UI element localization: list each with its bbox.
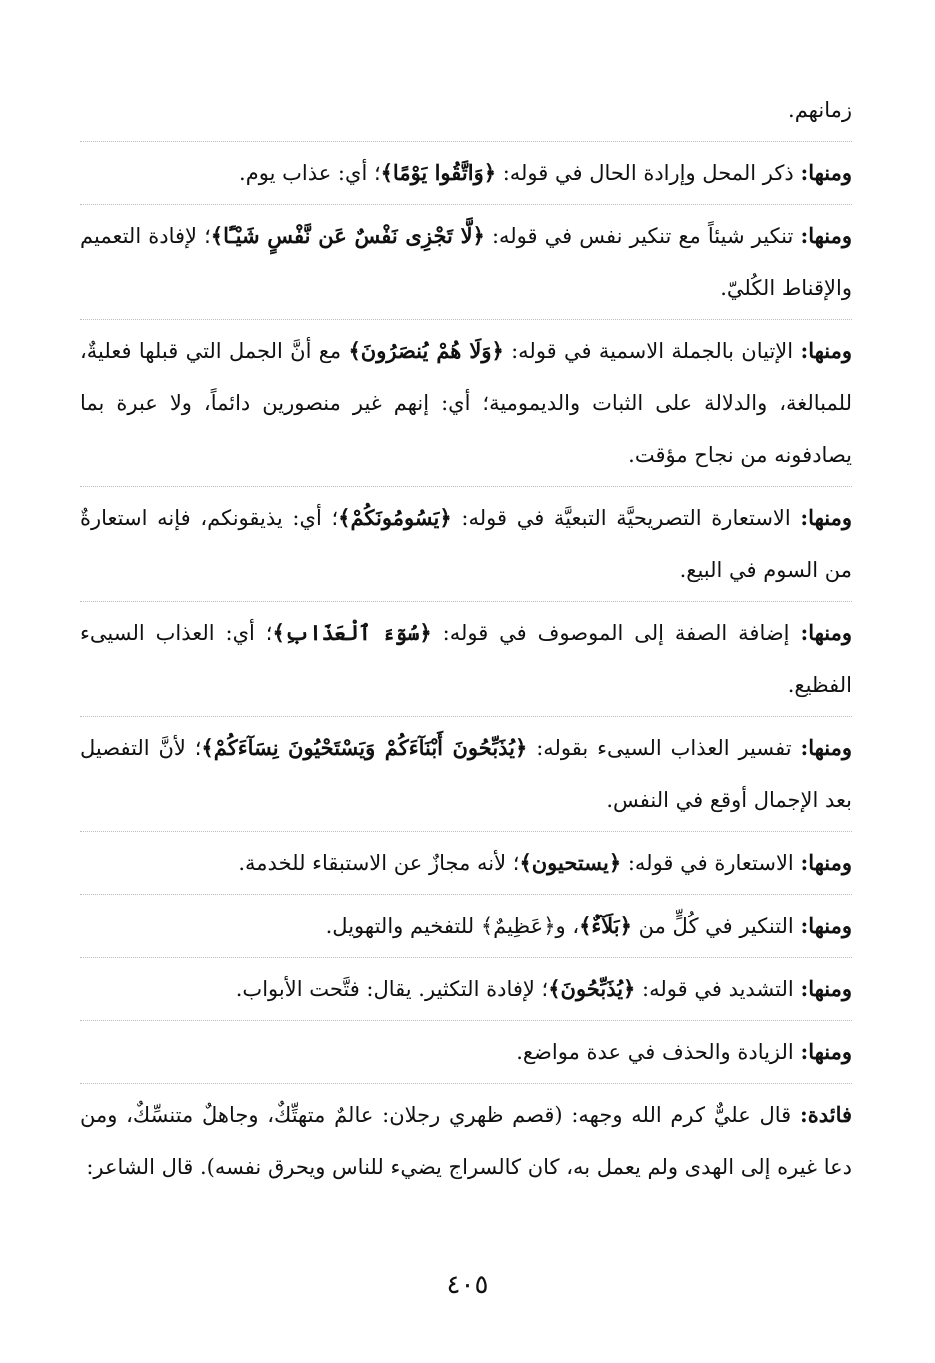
paragraph-label: ومنها:: [800, 160, 852, 185]
paragraph-after: ؛ لأنَّ التفصيل بعد الإجمال أوقع في النفس.: [80, 736, 852, 812]
paragraph-9: [80, 963, 852, 1021]
quran-verse: ﴿يُذَبِّحُونَ﴾: [548, 976, 636, 1001]
paragraph-5: [80, 607, 852, 717]
paragraph-before: التشديد في قوله:: [635, 977, 801, 1001]
page-body: [80, 84, 852, 1203]
note-label: فائدة:: [799, 1102, 853, 1127]
paragraph-label: ومنها:: [800, 620, 852, 645]
quran-verse: ﴿بَلَآءٌ﴾: [579, 913, 632, 938]
paragraph-label: ومنها:: [800, 1039, 852, 1064]
paragraph-label: ومنها:: [800, 505, 852, 530]
paragraph-before: تفسير العذاب السيىء بقوله:: [527, 736, 801, 760]
paragraph-before: الاستعارة التصريحيَّة التبعيَّة في قوله:: [451, 506, 801, 530]
paragraph-before: التنكير في كُلٍّ من: [631, 914, 801, 938]
quran-verse: ﴿يستحيون﴾: [519, 850, 622, 875]
paragraph-label: ومنها:: [800, 850, 852, 875]
paragraph-after: ؛ لإفادة التعميم والإقناط الكُليّ.: [80, 224, 852, 300]
paragraph-after: ؛ أي: العذاب السيىء الفظيع.: [80, 621, 852, 697]
paragraph-before: الإتيان بالجملة الاسمية في قوله:: [503, 339, 801, 363]
paragraph-before: ذكر المحل وإرادة الحال في قوله:: [496, 161, 801, 185]
paragraph-text: زمانهم.: [788, 98, 852, 122]
paragraph-before: الزيادة والحذف في عدة مواضع.: [516, 1040, 801, 1064]
quran-verse: ﴿يُذَبِّحُونَ أَبْنَآءَكُمْ وَيَسْتَحْيُونَ نِسَآءَكُمْ﴾: [201, 735, 528, 760]
paragraph-label: ومنها:: [800, 913, 852, 938]
quran-verse: ﴿وَاتَّقُوا يَوْمًا﴾: [380, 160, 497, 185]
paragraph-4: [80, 492, 852, 602]
quran-verse: ﴿سُوٓءَ ٱلْعَذَابِ﴾: [272, 620, 432, 645]
paragraph-after: ؛ لأنه مجازٌ عن الاستبقاء للخدمة.: [238, 851, 520, 875]
quran-verse: ﴿يَسُومُونَكُمْ﴾: [338, 505, 452, 530]
paragraph-before: الاستعارة في قوله:: [621, 851, 801, 875]
paragraph-1: [80, 147, 852, 205]
paragraph-label: ومنها:: [800, 223, 852, 248]
paragraph-after: ؛ أي: يذيقونكم، فإنه استعارةٌ من السوم في البيع.: [80, 506, 852, 582]
paragraph-label: ومنها:: [800, 735, 852, 760]
paragraph-8: [80, 900, 852, 958]
quran-verse: ﴿لَّا تَجْزِى نَفْسٌ عَن نَّفْسٍ شَيْـًٔا﴾: [210, 223, 485, 248]
paragraph-before: تنكير شيئاً مع تنكير نفس في قوله:: [484, 224, 801, 248]
paragraph-after: مع أنَّ الجمل التي قبلها فعليةٌ، للمبالغة، والدلالة على الثبات والديمومية؛ أي: إنهم غير منصورين دائماً، ولا عبرة بما يصادفونه من نجاح مؤقت.: [80, 339, 852, 467]
paragraph-before: إضافة الصفة إلى الموصوف في قوله:: [431, 621, 801, 645]
note-text: قال عليٌّ كرم الله وجهه: (قصم ظهري رجلان: عالمٌ متهتِّكٌ، وجاهلٌ متنسِّكٌ، ومن دعا غيره إلى الهدى ولم يعمل به، كان كالسراج يضيء للناس ويحرق نفسه). قال الشاعر:: [80, 1103, 852, 1179]
paragraph-label: ومنها:: [800, 338, 852, 363]
paragraph-10: [80, 1026, 852, 1084]
paragraph-2: [80, 210, 852, 320]
paragraph-after: ؛ أي: عذاب يوم.: [239, 161, 381, 185]
paragraph-continuation: [80, 84, 852, 142]
paragraph-label: ومنها:: [800, 976, 852, 1001]
paragraph-after: ، و﴿عَظِيمٌ﴾ للتفخيم والتهويل.: [325, 914, 580, 938]
quran-verse: ﴿وَلَا هُمْ يُنصَرُونَ﴾: [348, 338, 504, 363]
paragraph-7: [80, 837, 852, 895]
page-number: ٤٠٥: [446, 1270, 489, 1300]
paragraph-note: [80, 1089, 852, 1198]
paragraph-3: [80, 325, 852, 487]
paragraph-after: ؛ لإفادة التكثير. يقال: فتَّحت الأبواب.: [235, 977, 549, 1001]
paragraph-6: [80, 722, 852, 832]
